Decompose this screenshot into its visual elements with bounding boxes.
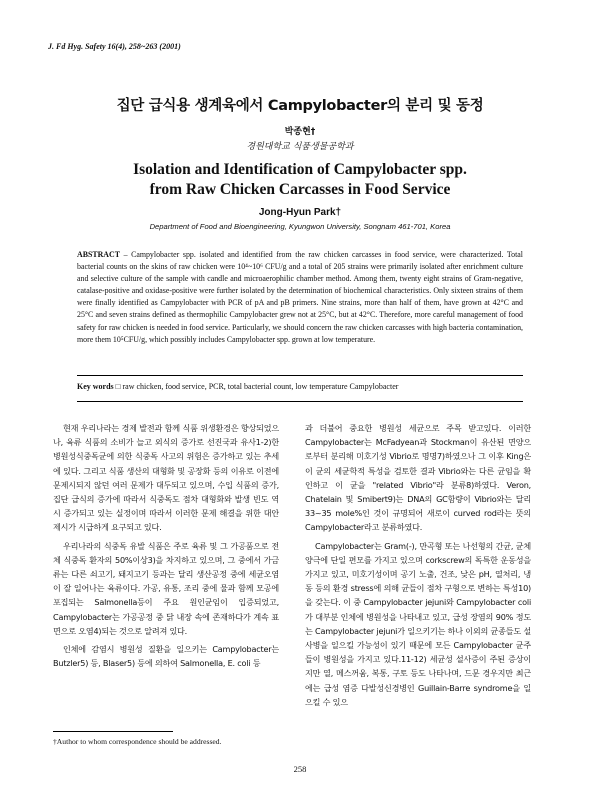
paragraph: 인체에 감염시 병원성 질환을 일으키는 Campylobacter는 Butzler5) 등, Blaser5) 등에 의하여 Salmonella, E. coli 등 <box>53 644 279 669</box>
keywords-bottom-rule <box>77 401 523 402</box>
korean-affiliation: 경원대학교 식품생물공학과 <box>246 142 354 152</box>
abstract-text: – Campylobacter spp. isolated and identified from the raw chicken carcasses in food service, were characterized. Total bacterial counts on the skins of raw chicken were 10⁴~10⁶ CFU/g and a total of 205 strains were primarily isolated after enrichment culture and selective culture of the sample with candle and microaerophilic chamber method. Among them, twenty eight strains of Gram-negative, catalase-positive and oxidase-positive were further isolated by the determination of biochemical characteristics. Only sixteen strains of them were finally identified as Campylobacter with PCR of pA and pB primers. Nine strains, more than half of them, have grown at 42°C and 25°C and seven strains defined as thermophilic Campylobacter grew not at 25°C, but at 42°C. Therefore, more careful management of food safety for raw chicken is needed in food service. Particularly, we should concern the raw chicken carcasses with high bacteria contamination, more them 10⁵CFU/g, which possibly includes Campylobacter spp. grown at low temperature. <box>77 250 523 344</box>
korean-author: 박종현† <box>284 127 316 137</box>
english-title-line1: Isolation and Identification of Campylobacter spp. <box>133 161 467 178</box>
journal-header: J. Fd Hyg. Safety 16(4), 258~263 (2001) <box>48 42 181 51</box>
body-column-left <box>53 421 279 670</box>
keywords-label: Key words <box>77 382 114 391</box>
english-title <box>0 160 600 200</box>
keywords-top-rule <box>77 375 523 376</box>
korean-title: 집단 급식용 생계육에서 Campylobacter의 분리 및 동정 <box>116 98 484 114</box>
english-author: Jong-Hyun Park† <box>258 207 342 218</box>
keywords <box>77 382 398 391</box>
paragraph: 현재 우리나라는 경제 발전과 함께 식품 위생환경은 향상되었으나, 육류 식품의 소비가 늘고 외식의 증가로 선진국과 유사1-2)한 병원성식중독균에 의한 식중독 사고의 위험은 증가하고 있는 추세에 있다. 그리고 식품 생산의 대형화 및 공장화 등의 이유로 이전에 문제시되지 않던 여러 문제가 대두되고 있으며, 수입 식품의 증가, 집단 급식의 증가에 따라서 식중독도 점차 대형화와 발생 빈도 역시 증가되고 있는 실정이며 따라서 이러한 문제 해결을 위한 대안제시가 시급하게 요구되고 있다. <box>53 423 279 533</box>
abstract <box>77 249 523 346</box>
english-affiliation: Department of Food and Bioengineering, Kyungwon University, Songnam 461-701, Korea <box>149 222 451 231</box>
footnote: †Author to whom correspondence should be addressed. <box>53 737 222 746</box>
keywords-text: □ raw chicken, food service, PCR, total bacterial count, low temperature Campylobacter <box>115 382 399 391</box>
english-title-line2: from Raw Chicken Carcasses in Food Service <box>149 181 451 198</box>
paragraph: 과 더불어 중요한 병원성 세균으로 주목 받고있다. 이러한 Campylobacter는 McFadyean과 Stockman이 유산된 면양으로부터 분리해 미호기성 Vibrio로 명명7)하였으나 그 이후 King은 이 균의 세균학적 특성을 검토한 결과 Vibrio와는 다른 균임을 확인하고 이 균을 "related Vibrio"라 분류8)하였다. Veron, Chatelain 및 Smibert9)는 DNA의 GC함량이 Vibrio와는 달리 33~35 mole%인 것이 규명되어 새로이 curved rod라는 뜻의 Campylobacter라고 분류하였다. <box>305 423 531 533</box>
paragraph: 우리나라의 식중독 유발 식품은 주로 육류 및 그 가공품으로 전체 식중독 환자의 50%이상3)을 차지하고 있으며, 그 중에서 가금류는 다른 쇠고기, 돼지고기 등과는 달리 생산공정 중에 세균오염이 잘 일어나는 육류이다. 가공, 유통, 조리 중에 물과 함께 모공에 포집되는 Salmonella등이 주요 원인균임이 입증되었고, Campylobacter는 가공공정 중 닭 내장 속에 존재하다가 계속 표면으로 오염4)되는 것으로 알려져 있다. <box>53 540 279 636</box>
paragraph: Campylobacter는 Gram(-), 만곡형 또는 나선형의 간균, 균체 양극에 단일 편모를 가지고 있으며 corkscrew의 독특한 운동성을 가지고 있고, 미호기성이며 공기 노출, 건조, 낮은 pH, 열처리, 냉동 등의 환경 stress에 의해 균들이 점차 구형으로 변하는 특성10)을 갖는다. 이 중 Campylobacter jejuni와 Campylobacter coli가 대부분 인체에 병원성을 나타내고 있고, 급성 장염의 90% 정도는 Campylobacter jejuni가 일으키기는 하나 이외의 균종들도 설사병을 일으킬 가능성이 있기 때문에 모든 Campylobacter 균주들이 병원성을 가지고 있다.11-12) 세균성 설사증이 주된 증상이지만 열, 메스꺼움, 복통, 구토 등도 나타나며, 드문 경우지만 최근에는 급성 염증 다발성신경병인 Guillain-Barre syndrome을 일으킬 수 있으 <box>305 540 531 707</box>
footnote-rule <box>53 731 173 732</box>
page-number: 258 <box>293 764 307 774</box>
abstract-label: ABSTRACT <box>77 250 120 259</box>
body-column-right <box>305 421 531 709</box>
